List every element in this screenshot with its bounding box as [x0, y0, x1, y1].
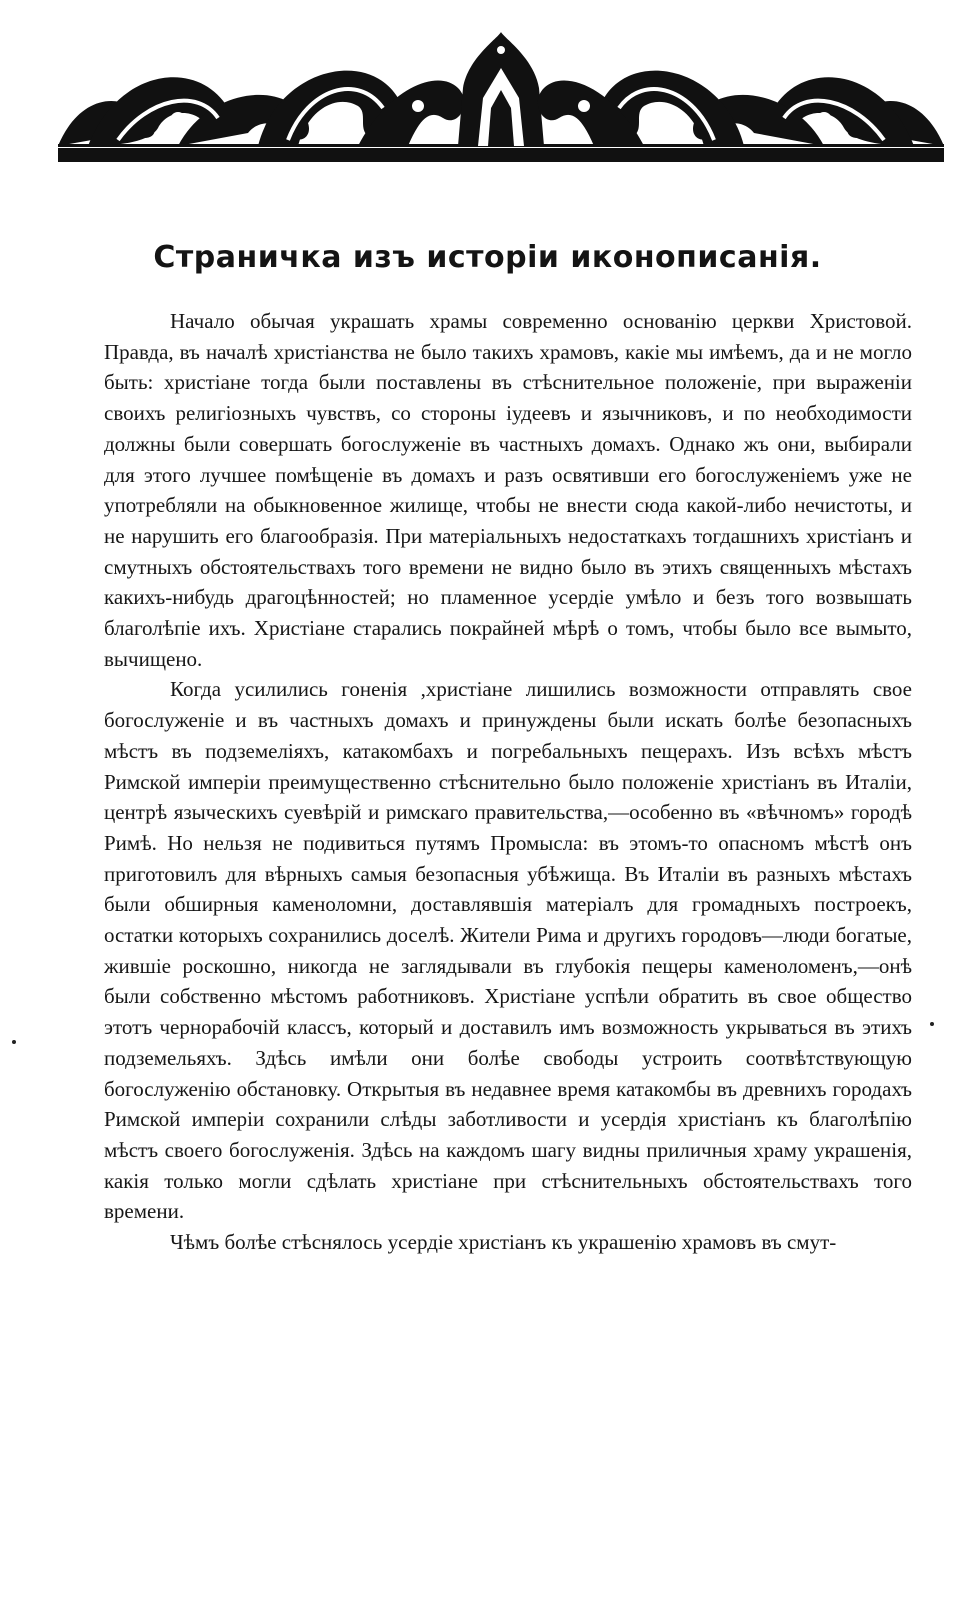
paragraph-3: Чѣмъ болѣе стѣснялось усердіе христіанъ къ украшенію храмовъ въ смут- [170, 1230, 837, 1255]
stray-ink-mark [12, 1040, 16, 1044]
article-body [104, 306, 912, 1258]
paragraph-1: Начало обычая украшать храмы современно основанію церкви Христовой. Правда, въ началѣ христіанства не было такихъ храмовъ, какіе мы имѣемъ, да и не могло быть: христіане тогда были поставлены въ стѣснительное положеніе, при выраженіи своихъ религіозныхъ чувствъ, со стороны іудеевъ и язычниковъ, и по необходимости должны были совершать богослуженіе въ частныхъ домахъ. Однако жъ они, выбирали для этого лучшее помѣщеніе въ домахъ и разъ освятивши его богослуженіемъ уже не употребляли на обыкновенное жилище, чтобы не внести сюда какой-либо нечистоты, и не нарушить его благообразія. При матеріальныхъ недостаткахъ тогдашнихъ христіанъ и смутныхъ обстоятельствахъ того времени не видно было въ этихъ священныхъ мѣстахъ какихъ-нибудь драгоцѣнностей; но пламенное усердіе умѣло и безъ того возвышать благолѣпіе ихъ. Христіане старались покрайней мѣрѣ о томъ, чтобы было все вымыто, вычищено. [104, 309, 912, 671]
page-title: Страничка изъ исторіи иконописанія. [153, 240, 822, 275]
stray-ink-mark [930, 1022, 934, 1026]
paragraph-2: Когда усилились гоненія ,христіане лишились возможности отправлять свое богослуженіе и въ частныхъ домахъ и принуждены были искать болѣе безопасныхъ мѣстъ въ подземеліяхъ, катакомбахъ и погребальныхъ пещерахъ. Изъ всѣхъ мѣстъ Римской имперіи преимущественно стѣснительно было положеніе христіанъ въ Италіи, центрѣ языческихъ суевѣрій и римскаго правительства,—особенно въ «вѣчномъ» городѣ Римѣ. Но нельзя не подивиться путямъ Промысла: въ этомъ-то опасномъ мѣстѣ онъ приготовилъ для вѣрныхъ самыя безопасныя убѣжища. Въ Италіи въ разныхъ мѣстахъ были обширныя каменоломни, доставлявшія матеріалъ для громадныхъ построекъ, остатки которыхъ сохранились доселѣ. Жители Рима и другихъ городовъ—люди богатые, жившіе роскошно, никогда не заглядывали въ глубокія пещеры каменоломенъ,—онѣ были собственно мѣстомъ работниковъ. Христіане успѣли обратить въ свое общество этотъ чернорабочій классъ, который и доставилъ имъ возможность укрываться въ этихъ подземельяхъ. Здѣсь имѣли они болѣе свободы устроить соотвѣтствующую богослуженію обстановку. Открытыя въ недавнее время катакомбы въ древнихъ городахъ Римской имперіи сохранили слѣды заботливости и усердія христіанъ къ благолѣпію мѣстъ своего богослуженія. Здѣсь на каждомъ шагу видны приличныя храму украшенія, какія только могли сдѣлать христіане при стѣснительныхъ обстоятельствахъ того времени. [104, 677, 912, 1224]
ornamental-headpiece-icon [58, 28, 944, 166]
